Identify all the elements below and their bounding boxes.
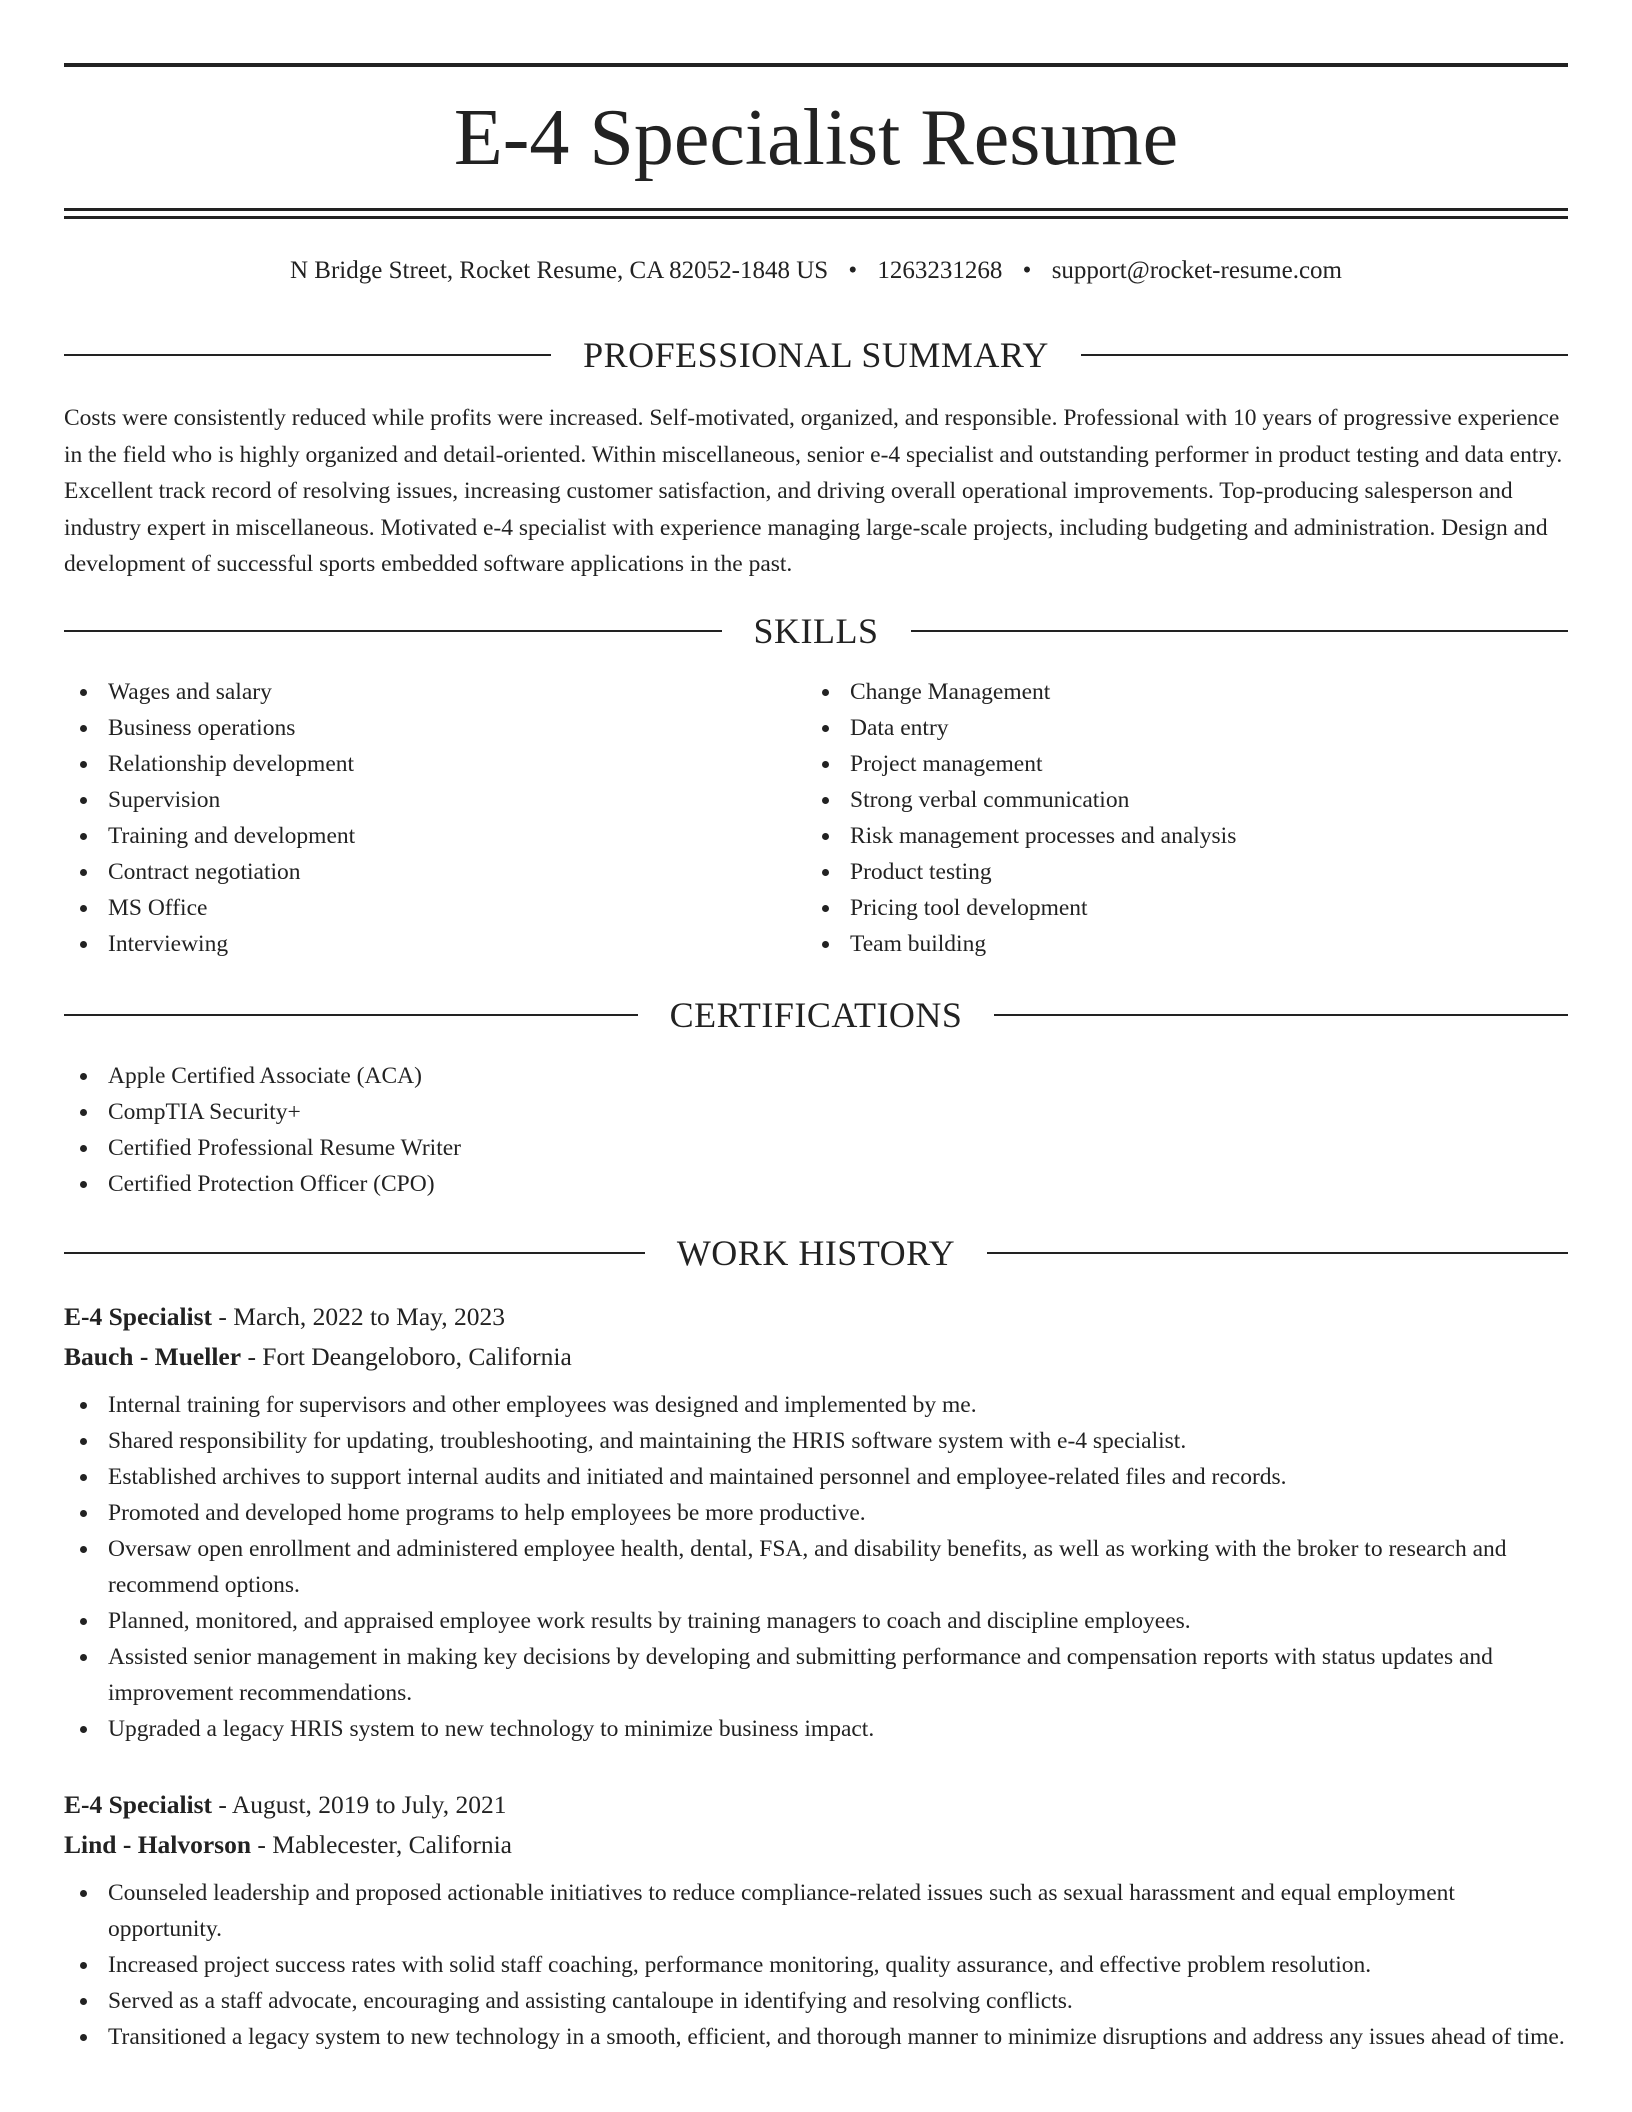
document-title: E-4 Specialist Resume [453, 94, 1179, 182]
skill-item: Change Management [806, 674, 1566, 710]
skill-item: Interviewing [64, 926, 784, 962]
job-bullet-item: Counseled leadership and proposed actionable initiatives to reduce compliance-related issues such as sexual harassment and equal employment opportunity. [64, 1875, 1568, 1947]
section-rule-right [911, 630, 1569, 632]
skill-item: Supervision [64, 782, 784, 818]
skill-item: Relationship development [64, 746, 784, 782]
skill-item: Contract negotiation [64, 854, 784, 890]
section-rule-right [994, 1014, 1568, 1016]
section-rule-right [1081, 354, 1568, 356]
certifications-list [64, 1058, 1568, 1202]
job-bullet-item: Served as a staff advocate, encouraging and assisting cantaloupe in identifying and resolving conflicts. [64, 1983, 1568, 2019]
job-entry [64, 1785, 1568, 2055]
section-title: WORK HISTORY [676, 1233, 956, 1273]
summary-paragraph: Costs were consistently reduced while profits were increased. Self-motivated, organized, and responsible. Professional with 10 years of progressive experience in the field who is highly organized and detail-oriented. Within miscellaneous, senior e-4 specialist and outstanding performer in product testing and data entry. Excellent track record of resolving issues, increasing customer satisfaction, and driving overall operational improvements. Top-producing salesperson and industry expert in miscellaneous. Motivated e-4 specialist with experience managing large-scale projects, including budgeting and administration. Design and development of successful sports embedded software applications in the past. [64, 405, 1563, 577]
job-bullet-item: Shared responsibility for updating, troubleshooting, and maintaining the HRIS software system with e-4 specialist. [64, 1423, 1568, 1459]
skill-item: MS Office [64, 890, 784, 926]
certifications-bullet-list [64, 1058, 1568, 1202]
skill-item: Training and development [64, 818, 784, 854]
certification-item: Certified Professional Resume Writer [64, 1130, 1568, 1166]
skill-item: Pricing tool development [806, 890, 1566, 926]
job-bullet-item: Internal training for supervisors and other employees was designed and implemented by me. [64, 1387, 1568, 1423]
job-location: - Fort Deangeloboro, California [241, 1342, 572, 1371]
section-rule-left [64, 354, 551, 356]
job-bullet-item: Planned, monitored, and appraised employee work results by training managers to coach and discipline employees. [64, 1603, 1568, 1639]
job-dates: - August, 2019 to July, 2021 [212, 1790, 507, 1819]
section-title: PROFESSIONAL SUMMARY [583, 335, 1049, 375]
certification-item: Apple Certified Associate (ACA) [64, 1058, 1568, 1094]
job-title-line [64, 1297, 1568, 1337]
skills-list-left [64, 674, 784, 962]
skill-item: Project management [806, 746, 1566, 782]
skill-item: Strong verbal communication [806, 782, 1566, 818]
section-heading-skills [64, 609, 1568, 653]
skill-item: Team building [806, 926, 1566, 962]
section-heading-certifications [64, 993, 1568, 1037]
contact-separator: • [1022, 257, 1032, 284]
job-bullet-item: Established archives to support internal audits and initiated and maintained personnel and employee-related files and records. [64, 1459, 1568, 1495]
skill-item: Data entry [806, 710, 1566, 746]
job-bullet-item: Increased project success rates with solid staff coaching, performance monitoring, quality assurance, and effective problem resolution. [64, 1947, 1568, 1983]
certification-item: CompTIA Security+ [64, 1094, 1568, 1130]
job-bullet-item: Oversaw open enrollment and administered employee health, dental, FSA, and disability benefits, as well as working with the broker to research and recommend options. [64, 1531, 1568, 1603]
contact-email: support@rocket-resume.com [1051, 257, 1342, 284]
job-title-line [64, 1785, 1568, 1825]
job-title: E-4 Specialist [64, 1790, 213, 1819]
section-heading-summary [64, 333, 1568, 377]
skill-item: Risk management processes and analysis [806, 818, 1566, 854]
title-bottom-rule-1 [64, 208, 1568, 211]
job-bullet-list [64, 1875, 1568, 2055]
job-location: - Mablecester, California [251, 1830, 512, 1859]
section-rule-left [64, 1014, 638, 1016]
skill-item: Wages and salary [64, 674, 784, 710]
skills-list-right [806, 674, 1566, 962]
contact-separator: • [848, 257, 858, 284]
title-bottom-rule-2 [64, 216, 1568, 219]
job-dates: - March, 2022 to May, 2023 [212, 1302, 506, 1331]
job-bullet-item: Upgraded a legacy HRIS system to new technology to minimize business impact. [64, 1711, 1568, 1747]
section-heading-work-history [64, 1231, 1568, 1275]
job-company-line [64, 1337, 1568, 1377]
job-bullet-item: Transitioned a legacy system to new technology in a smooth, efficient, and thorough manner to minimize disruptions and address any issues ahead of time. [64, 2019, 1568, 2055]
contact-phone: 1263231268 [877, 257, 1003, 284]
skills-bullet-list [64, 674, 784, 962]
job-company: Lind - Halvorson [64, 1830, 252, 1859]
certification-item: Certified Protection Officer (CPO) [64, 1166, 1568, 1202]
job-bullet-list [64, 1387, 1568, 1747]
job-bullet-item: Assisted senior management in making key decisions by developing and submitting performance and compensation reports with status updates and improvement recommendations. [64, 1639, 1568, 1711]
title-top-rule [64, 63, 1568, 67]
skills-bullet-list [806, 674, 1566, 962]
section-title: SKILLS [753, 611, 879, 651]
contact-address: N Bridge Street, Rocket Resume, CA 82052-1848 US [290, 257, 829, 284]
job-title: E-4 Specialist [64, 1302, 213, 1331]
section-title: CERTIFICATIONS [669, 995, 963, 1035]
section-rule-left [64, 630, 722, 632]
skill-item: Business operations [64, 710, 784, 746]
job-entry [64, 1297, 1568, 1747]
skill-item: Product testing [806, 854, 1566, 890]
job-company-line [64, 1825, 1568, 1865]
contact-line [64, 255, 1568, 287]
job-bullet-item: Promoted and developed home programs to help employees be more productive. [64, 1495, 1568, 1531]
job-company: Bauch - Mueller [64, 1342, 242, 1371]
section-rule-left [64, 1252, 645, 1254]
section-rule-right [987, 1252, 1568, 1254]
